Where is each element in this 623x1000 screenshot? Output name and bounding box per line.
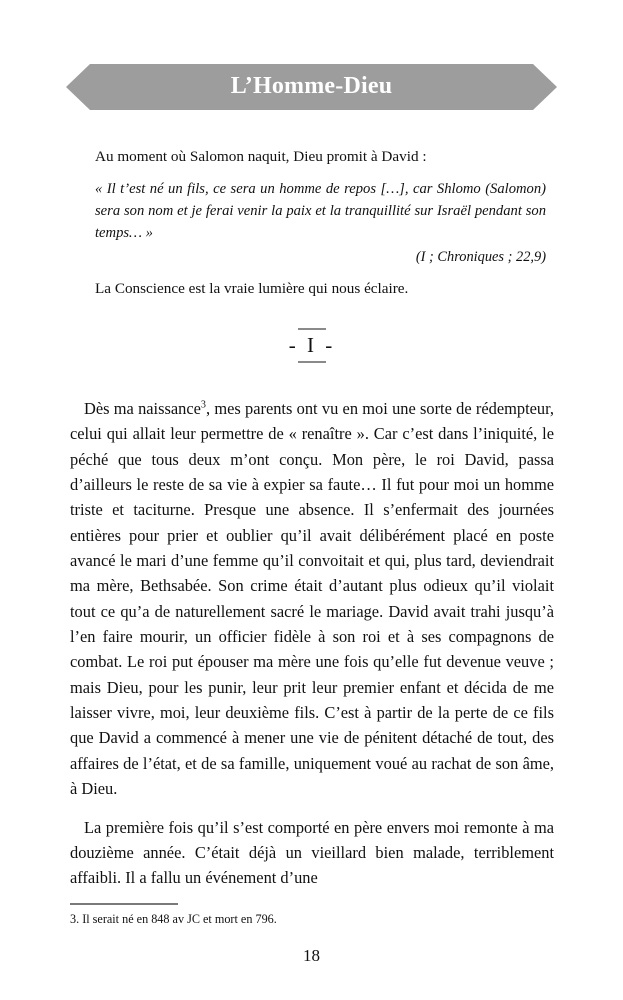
section-divider xyxy=(70,328,554,363)
footnote-area xyxy=(70,903,554,927)
paragraph-1-lead: Dès ma naissance xyxy=(84,399,201,418)
section-rule-top xyxy=(298,328,326,330)
page-number: 18 xyxy=(303,946,320,965)
body-paragraph-1 xyxy=(70,396,554,802)
intro-line: Au moment où Salomon naquit, Dieu promit à David : xyxy=(95,148,427,165)
section-rule-bottom xyxy=(298,361,326,363)
scripture-quote: « Il t’est né un fils, ce sera un homme de repos […], car Shlomo (Salomon) sera son nom et je ferai venir la paix et la tranquillité sur Israël pendant son temps… » xyxy=(95,181,546,242)
footnote-text: 3. Il serait né en 848 av JC et mort en 796. xyxy=(70,911,277,926)
body-paragraph-2: La première fois qu’il s’est comporté en père envers moi remonte à ma douzième année. C’était déjà un vieillard bien malade, terriblement affaibli. Il a fallu un événement d’une xyxy=(70,817,554,888)
body-text xyxy=(70,396,554,891)
footnote-marker: 3 xyxy=(200,399,206,411)
page-title: L’Homme-Dieu xyxy=(230,73,393,99)
quote-citation: (I ; Chroniques ; 22,9) xyxy=(415,248,546,265)
chapter-title-banner xyxy=(66,64,557,110)
conscience-line: La Conscience est la vraie lumière qui nous éclaire. xyxy=(95,279,409,297)
paragraph-1-rest: , mes parents ont vu en moi une sorte de rédempteur, celui qui allait leur permettre de « renaître ». Car c’est dans l’iniquité, le péché que tous deux m’ont conçu. Mon père, le roi David, passa d’ailleurs le reste de sa vie à expier sa faute… Il fut pour moi un homme triste et taciturne. Presque une absence. Il s’enfermait des journées entières pour prier et oublier qu’il avait délibérément placé en poste avancé le mari d’une femme qu’il convoitait et qui, plus tard, deviendrait ma mère, Bethsabée. Son crime était d’autant plus odieux qu’il violait tout ce qu’a de naturellement sacré le mariage. David avait trahi jusqu’à l’en faire mourir, un officier fidèle à son roi et à ses compagnons de combat. Le roi put épouser ma mère une fois qu’elle fut devenue veuve ; mais Dieu, pour les punir, leur prit leur premier enfant et décida de me laisser vivre, moi, leur deuxième fils. C’est à partir de la perte de ce fils que David a commencé à mener une vie de pénitent détaché de tout, des affaires de l’état, et de sa famille, uniquement voué au rachat de son âme, à Dieu. xyxy=(70,399,554,799)
footnote-separator xyxy=(70,903,178,905)
page-content xyxy=(70,146,554,888)
section-numeral: - I - xyxy=(288,333,336,357)
